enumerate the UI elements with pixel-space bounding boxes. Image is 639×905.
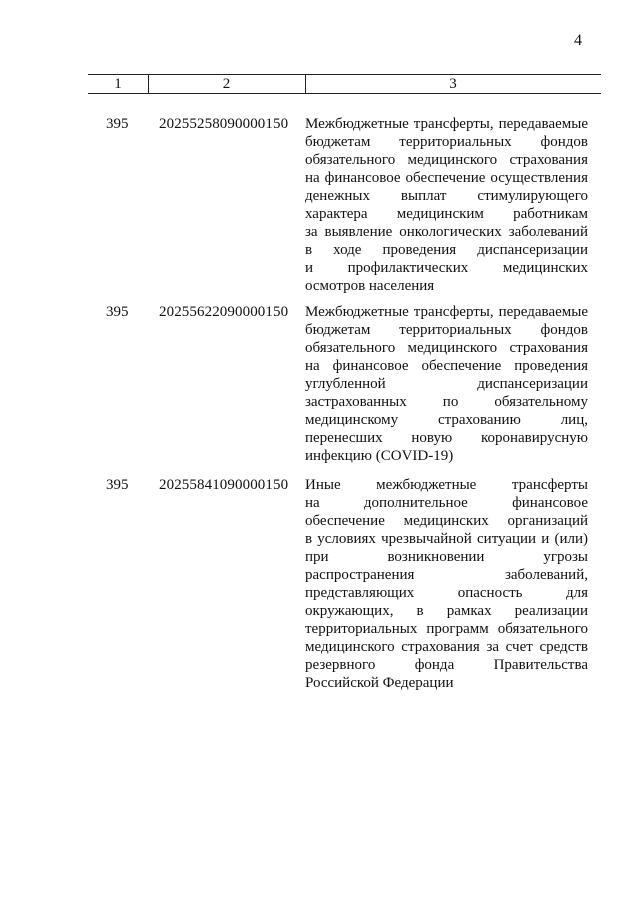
description-line: характера медицинским работникам	[305, 206, 588, 222]
column-header-1: 1	[114, 76, 122, 92]
budget-code: 20255841090000150	[159, 477, 289, 493]
description-line: при возникновении угрозы	[305, 549, 588, 565]
description-line: осмотров населения	[305, 278, 435, 294]
row-description	[305, 115, 588, 295]
description-line: Межбюджетные трансферты, передаваемые	[305, 116, 588, 132]
description-line: за выявление онкологических заболеваний	[305, 224, 588, 240]
description-line: медицинского страхования за счет средств	[305, 639, 588, 655]
row-number: 395	[106, 304, 129, 320]
description-line: денежных выплат стимулирующего	[305, 188, 588, 204]
description-line: обязательного медицинского страхования	[305, 340, 588, 356]
description-line: Иные межбюджетные трансферты	[305, 477, 588, 493]
description-line: Российской Федерации	[305, 675, 454, 691]
column-header-3: 3	[449, 76, 457, 92]
description-line: углубленной диспансеризации	[305, 376, 588, 392]
description-line: окружающих, в рамках реализации	[305, 603, 588, 619]
description-line: бюджетам территориальных фондов	[305, 134, 588, 150]
description-line: медицинскому страхованию лиц,	[305, 412, 588, 428]
description-line: на дополнительное финансовое	[305, 495, 588, 511]
budget-code: 20255258090000150	[159, 116, 289, 132]
description-line: инфекцию (COVID-19)	[305, 448, 454, 464]
description-line: застрахованных по обязательному	[305, 394, 588, 410]
description-line: обязательного медицинского страхования	[305, 152, 588, 168]
page-number: 4	[574, 32, 582, 49]
description-line: представляющих опасность для	[305, 585, 588, 601]
budget-code: 20255622090000150	[159, 304, 289, 320]
row-number: 395	[106, 116, 129, 132]
description-line: в условиях чрезвычайной ситуации и (или)	[305, 531, 588, 547]
description-line: распространения заболеваний,	[305, 567, 588, 583]
description-line: бюджетам территориальных фондов	[305, 322, 588, 338]
row-number: 395	[106, 477, 129, 493]
description-line: и профилактических медицинских	[305, 260, 588, 276]
description-line: на финансовое обеспечение проведения	[305, 358, 588, 374]
description-line: обеспечение медицинских организаций	[305, 513, 588, 529]
row-description	[305, 476, 588, 692]
row-description	[305, 303, 588, 465]
description-line: Межбюджетные трансферты, передаваемые	[305, 304, 588, 320]
description-line: резервного фонда Правительства	[305, 657, 588, 673]
column-header-2: 2	[222, 76, 231, 92]
description-line: в ходе проведения диспансеризации	[305, 242, 588, 258]
description-line: перенесших новую коронавирусную	[305, 430, 588, 446]
table-column-header	[88, 74, 601, 94]
description-line: на финансовое обеспечение осуществления	[305, 170, 588, 186]
description-line: территориальных программ обязательного	[305, 621, 588, 637]
